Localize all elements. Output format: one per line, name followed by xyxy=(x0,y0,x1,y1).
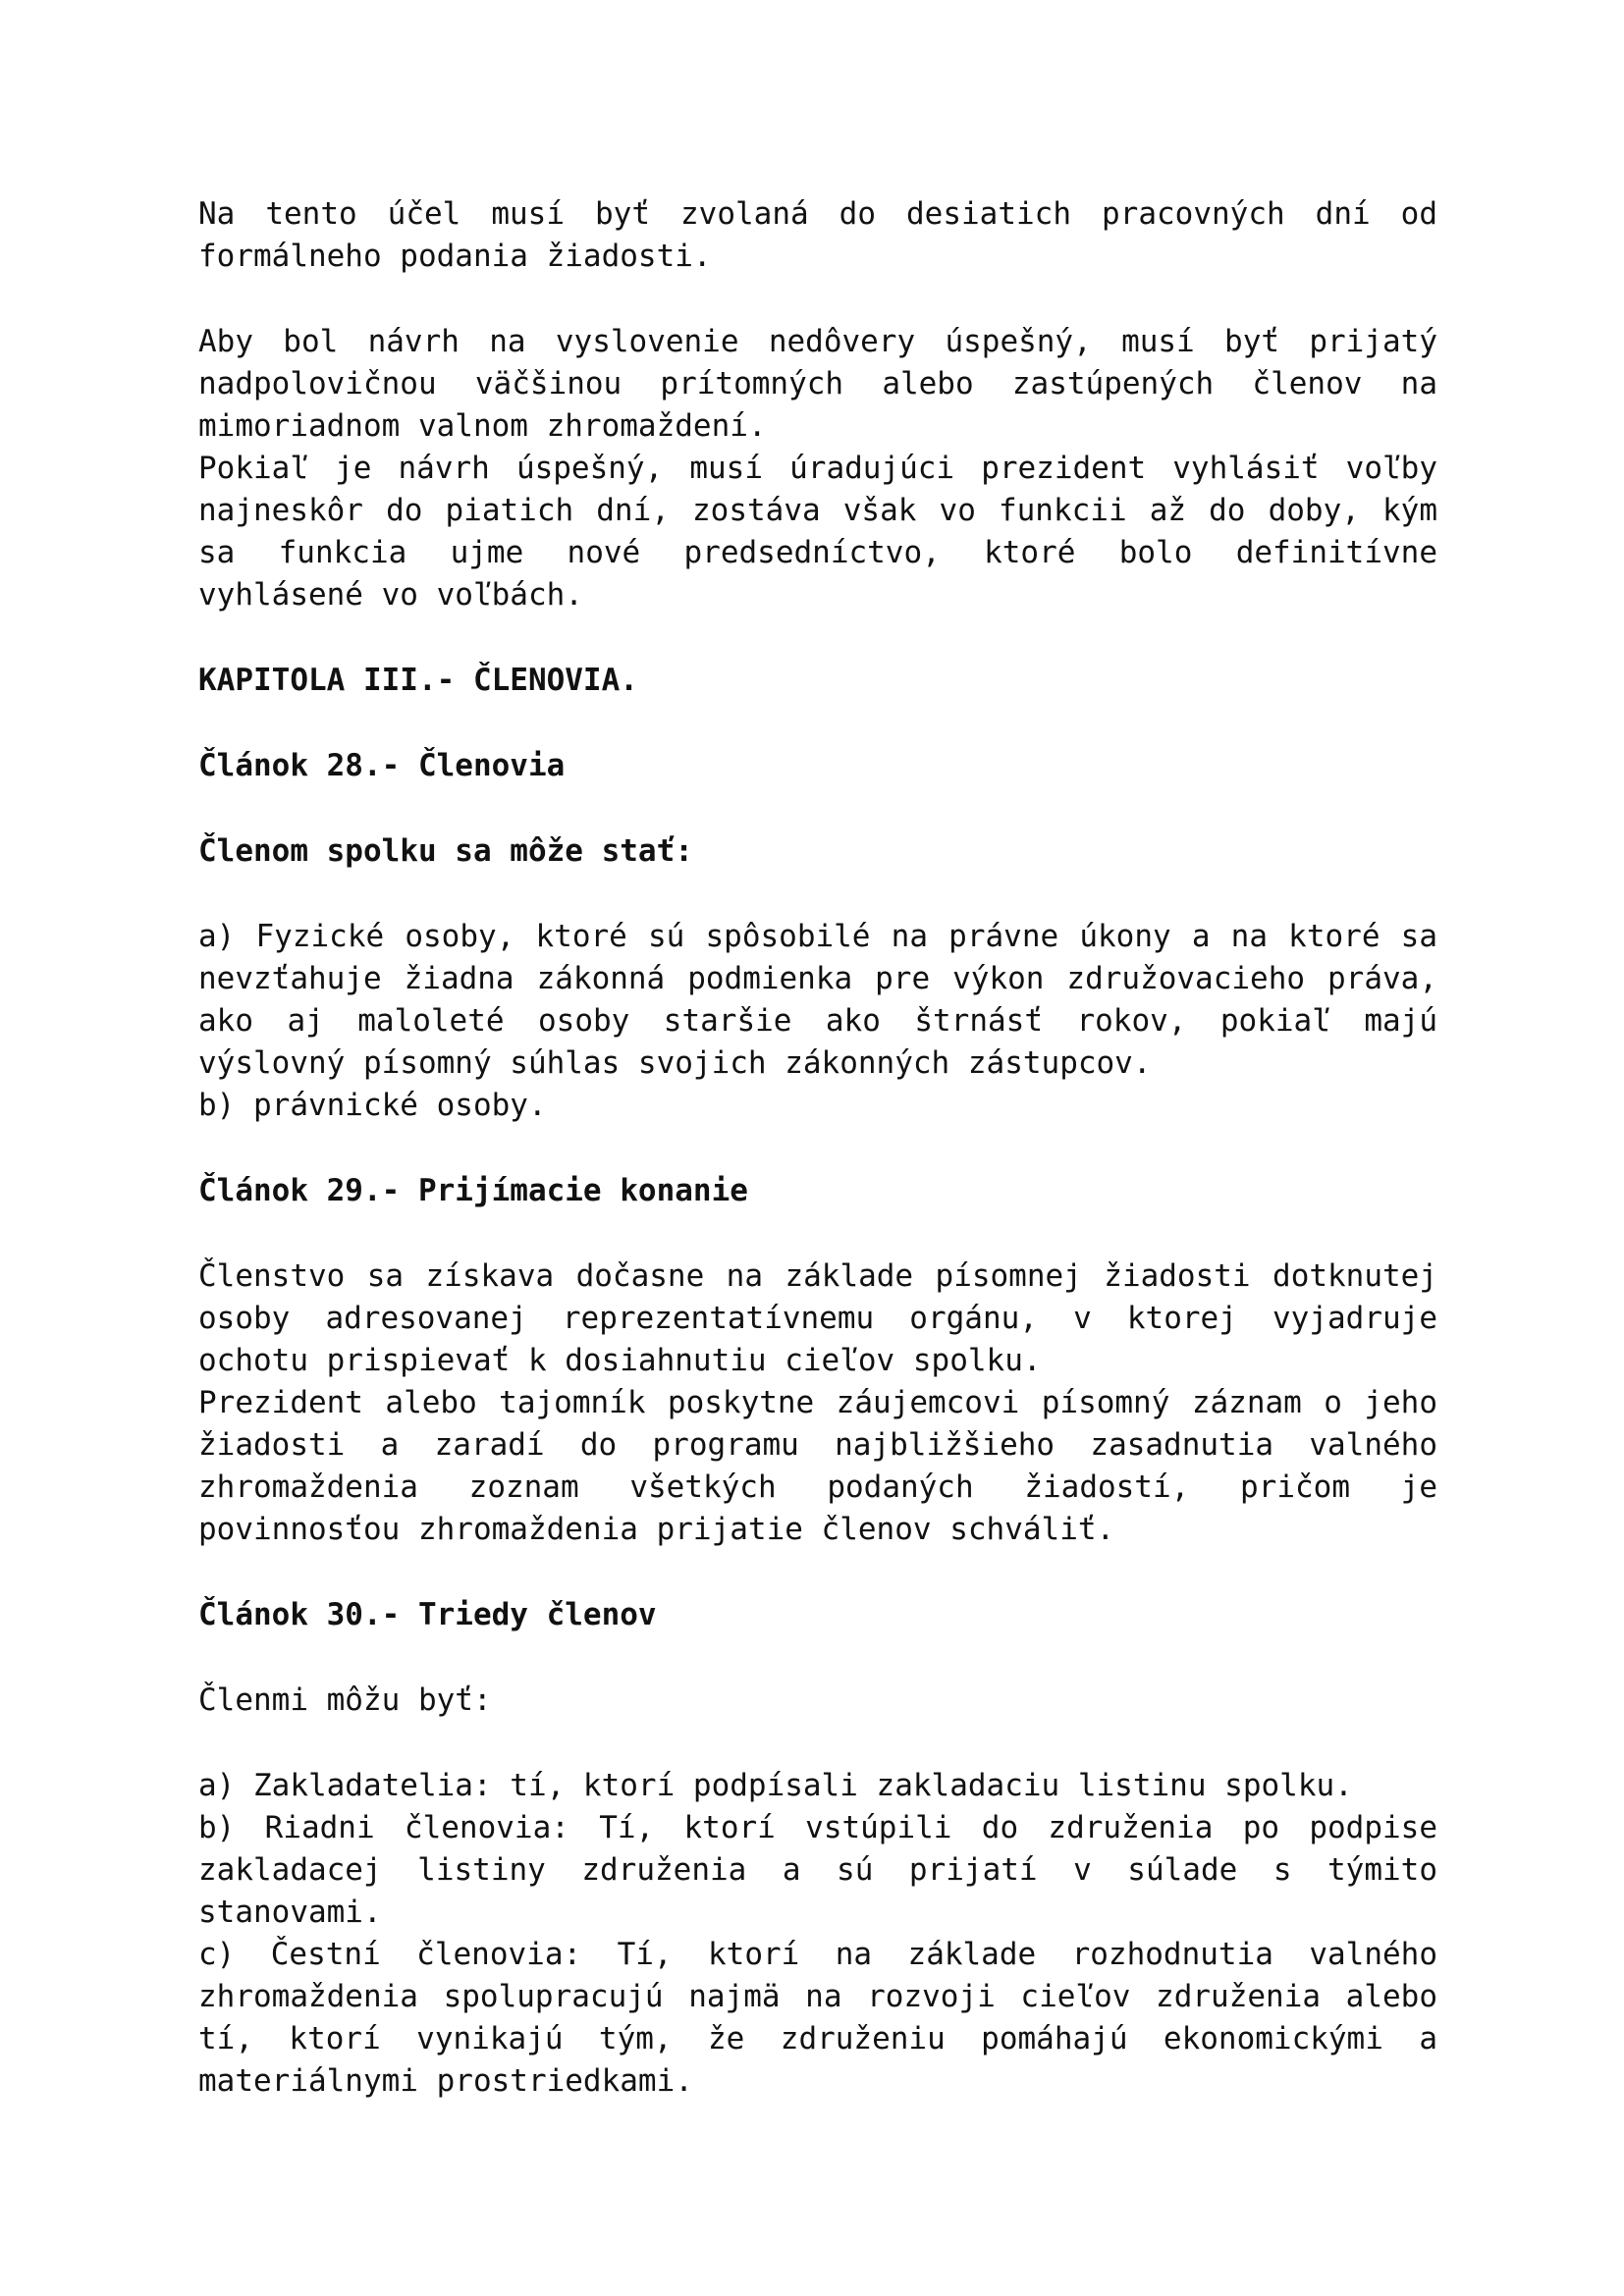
spacer xyxy=(198,1636,1437,1680)
spacer xyxy=(198,1127,1437,1170)
paragraph-no-confidence-vote: Aby bol návrh na vyslovenie nedôvery úspešný, musí byť prijatý nadpolovičnou väčšinou prítomných alebo zastúpených členov na mimoriadnom valnom zhromaždení. xyxy=(198,324,1437,444)
spacer xyxy=(198,873,1437,916)
paragraph-election-deadline: Na tento účel musí byť zvolaná do desiatich pracovných dní od formálneho podania žiadosti. xyxy=(198,196,1437,274)
article-29-paragraph-1: Členstvo sa získava dočasne na základe písomnej žiadosti dotknutej osoby adresovanej reprezentatívnemu orgánu, v ktorej vyjadruje ochotu prispievať k dosiahnutiu cieľov spolku. xyxy=(198,1258,1437,1378)
chapter-heading: KAPITOLA III.- ČLENOVIA. xyxy=(198,663,638,698)
paragraph-election-announcement: Pokiaľ je návrh úspešný, musí úradujúci prezident vyhlásiť voľby najneskôr do piatich dní, zostáva však vo funkcii až do doby, kým sa funkcia ujme nové predsedníctvo, ktoré bolo definitívne vyhlásené vo voľbách. xyxy=(198,451,1437,613)
article-28-item-a: a) Fyzické osoby, ktoré sú spôsobilé na právne úkony a na ktoré sa nevzťahuje žiadna zákonná podmienka pre výkon združovacieho práva, ako aj maloleté osoby staršie ako štrnásť rokov, pokiaľ majú výslovný písomný súhlas svojich zákonných zástupcov. xyxy=(198,919,1437,1081)
spacer xyxy=(198,1212,1437,1255)
spacer xyxy=(198,616,1437,660)
article-30-item-c: c) Čestní členovia: Tí, ktorí na základe rozhodnutia valného zhromaždenia spolupracujú najmä na rozvoji cieľov združenia alebo tí, ktorí vynikajú tým, že združeniu pomáhajú ekonomickými a materiálnymi prostriedkami. xyxy=(198,1937,1437,2099)
spacer xyxy=(198,787,1437,830)
spacer xyxy=(198,278,1437,321)
spacer xyxy=(198,1551,1437,1594)
spacer xyxy=(198,702,1437,745)
article-28-subheading: Členom spolku sa môže stať: xyxy=(198,833,693,869)
article-30-item-b: b) Riadni členovia: Tí, ktorí vstúpili do združenia po podpise zakladacej listiny združenia a sú prijatí v súlade s týmito stanovami. xyxy=(198,1810,1437,1930)
article-30-heading: Článok 30.- Triedy členov xyxy=(198,1597,657,1632)
article-29-paragraph-2: Prezident alebo tajomník poskytne záujemcovi písomný záznam o jeho žiadosti a zaradí do programu najbližšieho zasadnutia valného zhromaždenia zoznam všetkých podaných žiadostí, pričom je povinnosťou zhromaždenia prijatie členov schváliť. xyxy=(198,1385,1437,1547)
article-30-intro: Členmi môžu byť: xyxy=(198,1682,492,1718)
article-29-heading: Článok 29.- Prijímacie konanie xyxy=(198,1173,748,1208)
document-page xyxy=(198,193,1437,2103)
article-30-item-a: a) Zakladatelia: tí, ktorí podpísali zakladaciu listinu spolku. xyxy=(198,1768,1353,1803)
spacer xyxy=(198,1722,1437,1765)
article-28-item-b: b) právnické osoby. xyxy=(198,1088,547,1123)
article-28-heading: Článok 28.- Členovia xyxy=(198,748,566,783)
